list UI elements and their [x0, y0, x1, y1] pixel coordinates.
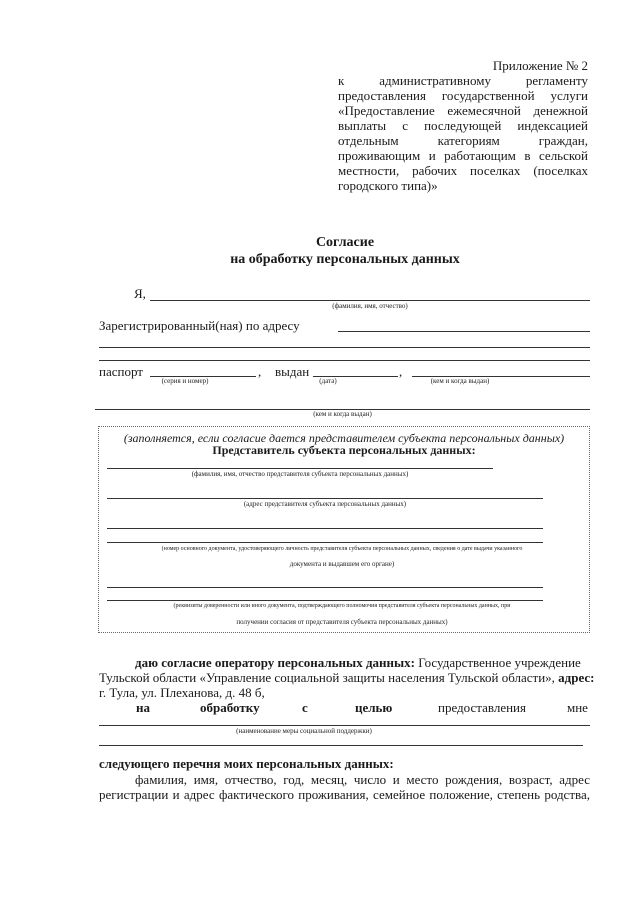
appendix-block	[338, 58, 588, 193]
measure-field-2[interactable]	[99, 745, 583, 746]
issued-by-caption: (кем и когда выдан)	[430, 377, 490, 385]
address-field-2[interactable]	[99, 347, 590, 348]
list-text	[135, 772, 590, 787]
appendix-line: предоставления государственной услуги	[338, 88, 588, 103]
representative-doc-field-2[interactable]	[107, 542, 543, 543]
fio-caption: (фамилия, имя, отчество)	[332, 302, 408, 310]
document-subtitle: на обработку персональных данных	[230, 252, 460, 267]
measure-field[interactable]	[99, 725, 590, 726]
representative-note: (заполняется, если согласие дается представителем субъекта персональных данных)	[123, 431, 565, 445]
appendix-line: к административному регламенту	[338, 73, 588, 88]
list-title: следующего перечня моих персональных данных:	[99, 756, 394, 771]
appendix-line: отдельным категориям граждан,	[338, 133, 588, 148]
representative-title: Представитель субъекта персональных данных:	[212, 443, 476, 457]
representative-fio-caption: (фамилия, имя, отчество представителя субъекта персональных данных)	[191, 470, 409, 478]
operator-name: Государственное учреждение	[414, 655, 581, 670]
address-field-3[interactable]	[99, 360, 590, 361]
registered-label: Зарегистрированный(ная) по адресу	[99, 318, 300, 333]
list-text	[99, 787, 590, 802]
representative-doc-caption: документа и выдавшем его органе)	[289, 560, 395, 568]
consent-line-1	[135, 655, 581, 670]
comma: ,	[399, 364, 403, 379]
representative-power-caption: (реквизиты доверенности или иного документа, подтверждающего полномочия представителя субъекта персональных данных, при	[173, 603, 511, 609]
operator-name-cont: Тульской области «Управление социальной защиты населения Тульской области»,	[99, 670, 555, 685]
representative-address-field[interactable]	[107, 498, 543, 499]
document-title: Согласие	[315, 235, 375, 250]
comma: ,	[258, 364, 262, 379]
purpose-word: целью	[355, 700, 393, 715]
representative-power-field-1[interactable]	[107, 587, 543, 588]
purpose-word: с	[302, 700, 308, 715]
address-field-1[interactable]	[338, 331, 590, 332]
representative-address-caption: (адрес представителя субъекта персональных данных)	[243, 500, 407, 508]
consent-line-2	[99, 670, 595, 685]
representative-box	[98, 426, 590, 633]
list-text-line: регистрации и адрес фактического проживания, семейное положение, степень родства,	[99, 787, 590, 802]
representative-power-field-2[interactable]	[107, 600, 543, 601]
issued-by-caption-2: (кем и когда выдан)	[313, 410, 372, 418]
give-consent-label: даю согласие оператору персональных данных:	[135, 655, 415, 670]
address-label: адрес:	[554, 670, 595, 685]
representative-fio-field[interactable]	[107, 468, 493, 469]
list-text-line: фамилия, имя, отчество, год, месяц, число и место рождения, возраст, адрес	[135, 772, 590, 787]
representative-doc-caption: (номер основного документа, удостоверяющего личность представителя субъекта персональных данных, сведения о дате выдачи указанного	[161, 546, 523, 552]
appendix-line: «Предоставление ежемесячной денежной	[338, 103, 588, 118]
representative-power-caption: получении согласия от представителя субъекта персональных данных)	[236, 618, 448, 626]
appendix-line: городского типа)»	[338, 178, 438, 193]
ya-label: Я,	[134, 286, 146, 301]
operator-address: г. Тула, ул. Плеханова, д. 48 б,	[99, 685, 265, 700]
purpose-word: обработку	[200, 700, 260, 715]
date-caption: (дата)	[319, 377, 337, 385]
issued-label: выдан	[275, 364, 310, 379]
provide-word: предоставления	[438, 700, 526, 715]
purpose-word: на	[136, 700, 150, 715]
appendix-line: проживающим и работающим в сельской	[338, 148, 588, 163]
me-word: мне	[567, 700, 588, 715]
passport-label: паспорт	[99, 364, 143, 379]
appendix-line: местности, рабочих поселках (поселках	[338, 163, 588, 178]
series-caption: (серия и номер)	[161, 377, 209, 385]
appendix-line: выплаты с последующей индексацией	[338, 118, 588, 133]
fio-field[interactable]	[150, 300, 590, 301]
representative-doc-field-1[interactable]	[107, 528, 543, 529]
measure-caption: (наименование меры социальной поддержки)	[236, 727, 372, 735]
appendix-title: Приложение № 2	[492, 58, 588, 73]
